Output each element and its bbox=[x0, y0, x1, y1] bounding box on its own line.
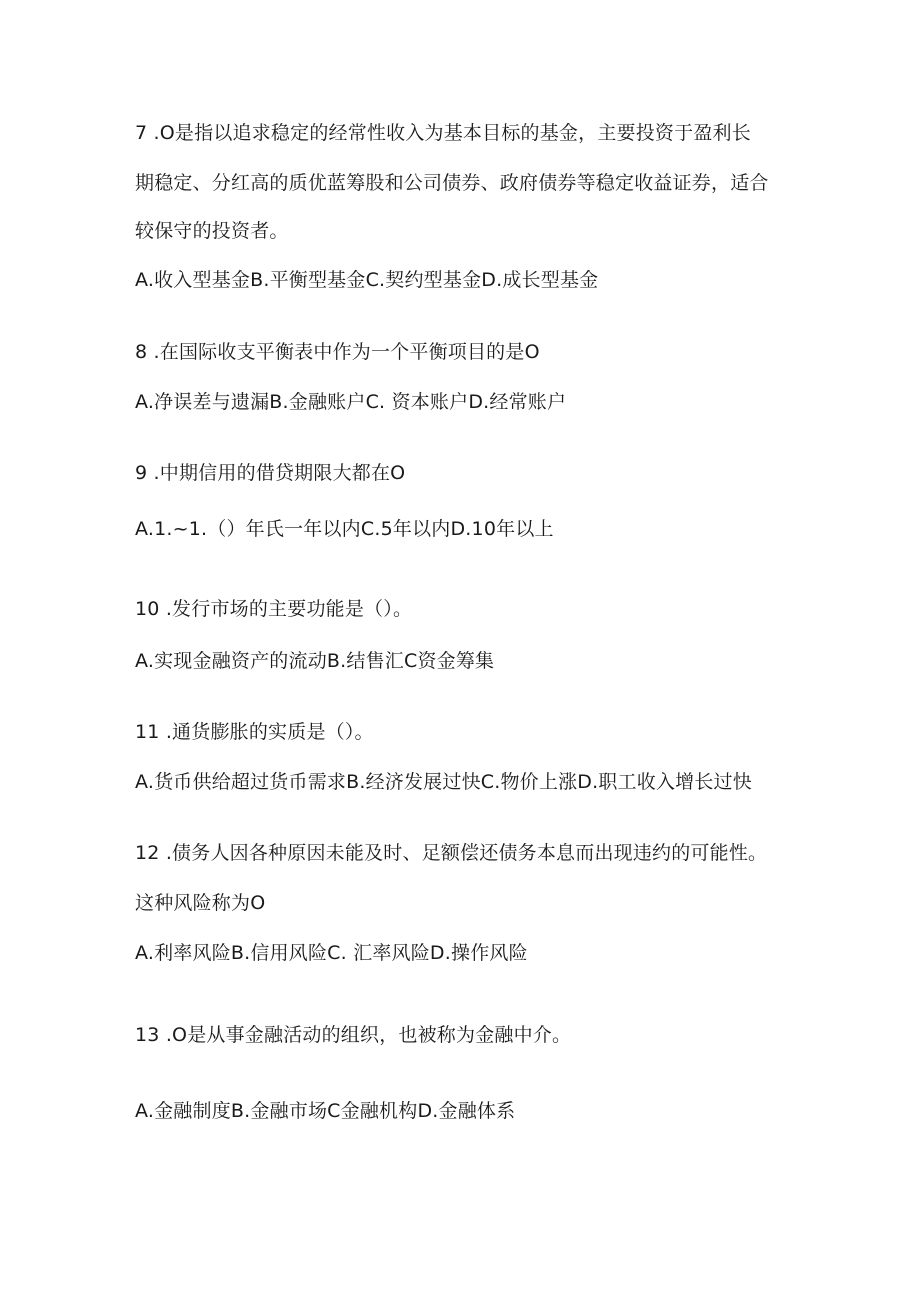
question-13-stem: 13 .O是从事金融活动的组织，也被称为金融中介。 bbox=[135, 1024, 572, 1046]
question-7-options: A.收入型基金B.平衡型基金C.契约型基金D.成长型基金 bbox=[135, 269, 599, 291]
question-12-stem-line-1: 12 .债务人因各种原因未能及时、足额偿还债务本息而出现违约的可能性。 bbox=[135, 842, 768, 864]
question-10-stem: 10 .发行市场的主要功能是（）。 bbox=[135, 598, 413, 620]
question-7-stem-line-2: 期稳定、分红高的质优蓝筹股和公司债券、政府债券等稳定收益证券，适合 bbox=[135, 172, 769, 194]
question-13-options: A.金融制度B.金融市场C金融机构D.金融体系 bbox=[135, 1100, 516, 1122]
question-12-options: A.利率风险B.信用风险C. 汇率风险D.操作风险 bbox=[135, 942, 528, 964]
question-11-stem: 11 .通货膨胀的实质是（）。 bbox=[135, 721, 374, 743]
question-12-stem-line-2: 这种风险称为O bbox=[135, 892, 266, 914]
question-8-stem: 8 .在国际收支平衡表中作为一个平衡项目的是O bbox=[135, 341, 540, 363]
question-10-options: A.实现金融资产的流动B.结售汇C资金筹集 bbox=[135, 650, 495, 672]
question-9-options: A.1.~1.（）年氏一年以内C.5年以内D.10年以上 bbox=[135, 518, 554, 540]
question-8-options: A.净误差与遗漏B.金融账户C. 资本账户D.经常账户 bbox=[135, 391, 567, 413]
question-11-options: A.货币供给超过货币需求B.经济发展过快C.物价上涨D.职工收入增长过快 bbox=[135, 771, 752, 793]
question-9-stem: 9 .中期信用的借贷期限大都在O bbox=[135, 462, 406, 484]
question-7-stem-line-1: 7 .O是指以追求稳定的经常性收入为基本目标的基金，主要投资于盈利长 bbox=[135, 122, 751, 144]
question-7-stem-line-3: 较保守的投资者。 bbox=[135, 220, 289, 242]
